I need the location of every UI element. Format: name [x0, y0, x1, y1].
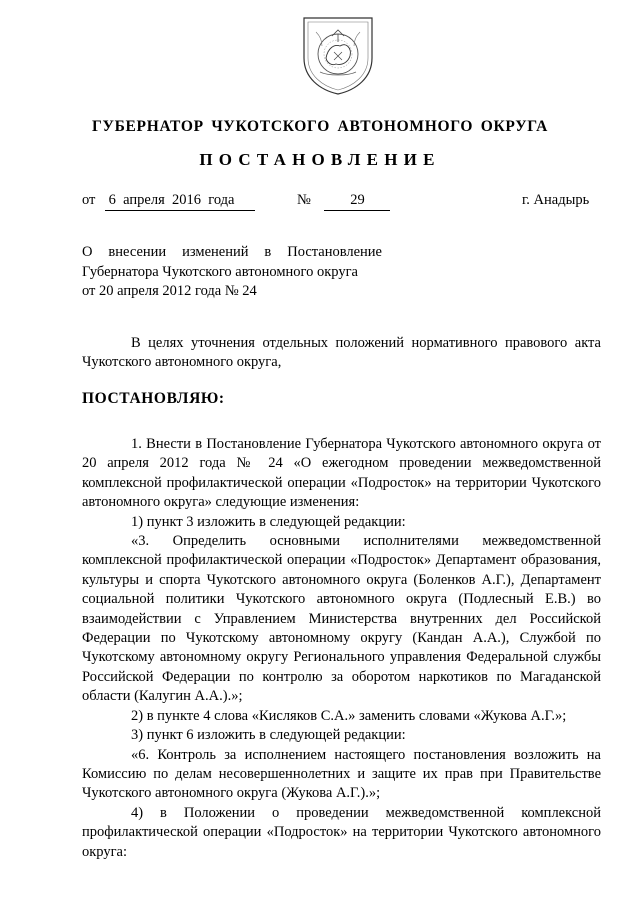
coat-of-arms-icon	[298, 12, 378, 96]
document-date: 6 апреля 2016 года	[105, 192, 255, 211]
document-subject	[82, 243, 382, 302]
date-line	[82, 192, 255, 211]
document-number: 29	[324, 192, 390, 211]
paragraph: 3) пункт 6 изложить в следующей редакции:	[131, 727, 406, 744]
paragraph: 4) в Положении о проведении межведомственной комплексной профилактической операции «Подросток» на территории Чукотского автономного округа:	[82, 804, 601, 860]
subject-line: от 20 апреля 2012 года № 24	[82, 283, 257, 299]
document-type-title: ПОСТАНОВЛЕНИЕ	[199, 150, 441, 169]
preamble-text: В целях уточнения отдельных положений нормативного правового акта Чукотского автономного округа,	[82, 335, 601, 371]
paragraph: 1. Внести в Постановление Губернатора Чукотского автономного округа от 20 апреля 2012 года № 24 «О ежегодном проведении межведомственной комплексной профилактической операции «Подросток» на территории Чукотского автономного округа» следующие изменения:	[82, 436, 601, 511]
paragraph: «6. Контроль за исполнением настоящего постановления возложить на Комиссию по делам несовершеннолетних и защите их прав при Правительстве Чукотского автономного округа (Жукова А.Г.).»;	[82, 746, 601, 802]
preamble	[82, 334, 601, 373]
number-line	[297, 192, 390, 211]
subject-line: Губернатора Чукотского автономного округа	[82, 263, 358, 280]
document-place: г. Анадырь	[522, 192, 590, 208]
paragraph: «3. Определить основными исполнителями межведомственной комплексной профилактической операции «Подросток» Департамент образования, культуры и спорта Чукотского автономного округа (Боленков А.Г.), Департамент социальной политики Чукотского автономного округа (Подлесный Е.В.) во взаимодействии с Управлением Министерства внутренних дел Российской Федерации по Чукотскому автономному округу (Кандан А.А.), Службой по Чукотскому автономному округу Регионального управления Федеральной службы Российской Федерации по контролю за оборотом наркотиков по Магаданской области (Калугин А.А.).»;	[82, 533, 601, 705]
paragraph: 1) пункт 3 изложить в следующей редакции:	[131, 513, 406, 530]
date-prefix: от	[82, 192, 96, 208]
paragraph: 2) в пункте 4 слова «Кисляков С.А.» заменить словами «Жукова А.Г.»;	[131, 707, 567, 724]
document-body	[82, 435, 601, 862]
decree-heading: ПОСТАНОВЛЯЮ:	[82, 390, 225, 407]
subject-line: О внесении изменений в Постановление	[82, 244, 382, 260]
authority-title: ГУБЕРНАТОР ЧУКОТСКОГО АВТОНОМНОГО ОКРУГА	[91, 118, 549, 135]
number-sign: №	[297, 192, 311, 208]
